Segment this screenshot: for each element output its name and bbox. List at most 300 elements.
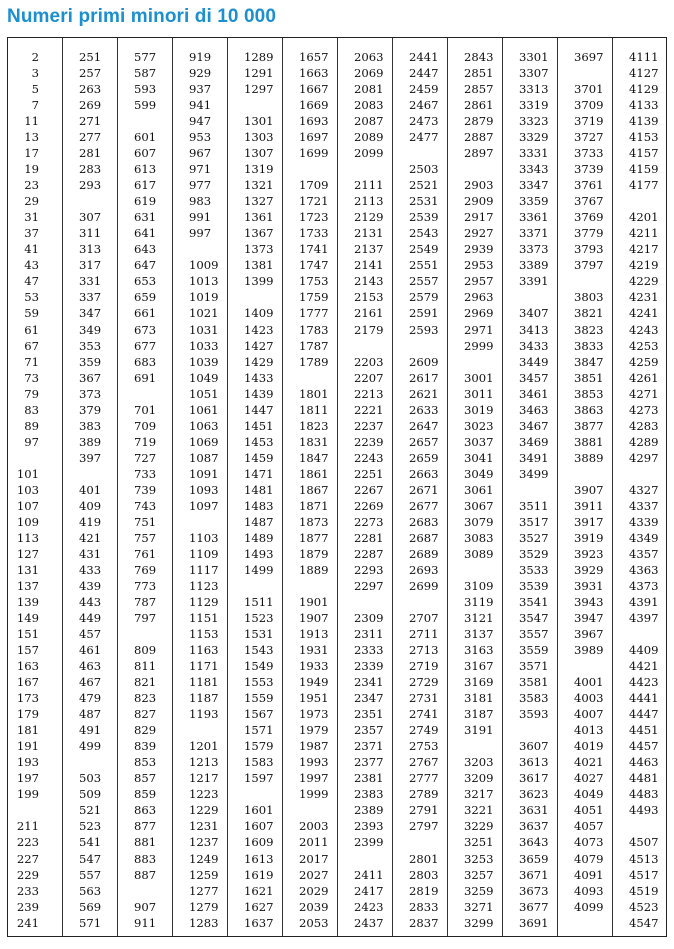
table-cell: 1879 <box>299 546 329 561</box>
table-cell: 3533 <box>519 562 549 577</box>
table-cell: 409 <box>79 498 102 513</box>
table-cell: 1033 <box>189 338 219 353</box>
table-cell: 139 <box>16 595 39 610</box>
table-cell: 2297 <box>354 578 384 593</box>
table-cell <box>8 450 39 466</box>
table-cell: 3331 <box>519 146 549 161</box>
table-cell: 1277 <box>189 883 219 898</box>
table-cell: 3413 <box>519 322 549 337</box>
table-cell: 2531 <box>409 194 439 209</box>
table-cell: 3691 <box>519 915 549 930</box>
table-cell: 3407 <box>519 306 549 321</box>
table-cell: 3529 <box>519 546 549 561</box>
table-cell: 13 <box>24 130 39 145</box>
table-cell: 1951 <box>299 691 329 706</box>
table-cell: 599 <box>134 98 157 113</box>
table-cell: 2111 <box>354 178 384 193</box>
table-cell: 677 <box>134 338 157 353</box>
table-cell: 911 <box>134 915 157 930</box>
table-cell: 1493 <box>244 546 274 561</box>
table-cell: 1487 <box>244 514 274 529</box>
table-cell: 59 <box>24 306 39 321</box>
table-cell: 1201 <box>189 739 219 754</box>
table-cell: 3517 <box>519 514 549 529</box>
table-cell: 883 <box>134 851 157 866</box>
table-cell: 263 <box>79 82 102 97</box>
table-cell: 2633 <box>409 402 439 417</box>
table-cell: 3701 <box>574 82 604 97</box>
table-cell: 2539 <box>409 210 439 225</box>
table-cell: 4507 <box>629 835 659 850</box>
table-cell: 971 <box>189 162 212 177</box>
table-cell: 4157 <box>629 146 659 161</box>
table-cell: 2371 <box>354 739 384 754</box>
table-cell: 83 <box>24 402 39 417</box>
table-cell: 2939 <box>464 242 494 257</box>
table-cell: 4099 <box>574 899 604 914</box>
table-cell: 839 <box>134 739 157 754</box>
table-cell: 2281 <box>354 530 384 545</box>
table-cell <box>354 594 395 610</box>
table-cell: 2591 <box>409 306 439 321</box>
table-cell: 733 <box>134 466 157 481</box>
table-cell: 541 <box>79 835 102 850</box>
table-cell: 4093 <box>574 883 604 898</box>
table-cell: 3943 <box>574 595 604 610</box>
table-cell: 2617 <box>409 370 439 385</box>
table-cell: 1613 <box>244 851 274 866</box>
table-cell: 4241 <box>629 306 659 321</box>
table-cell: 1249 <box>189 851 219 866</box>
table-cell: 4229 <box>629 274 659 289</box>
table-cell: 3083 <box>464 530 494 545</box>
table-cell: 1427 <box>244 338 274 353</box>
table-cell: 197 <box>16 771 39 786</box>
table-cell: 3307 <box>519 66 549 81</box>
table-cell: 1283 <box>189 915 219 930</box>
table-cell <box>354 851 395 867</box>
table-cell: 3359 <box>519 194 549 209</box>
table-cell: 919 <box>189 50 212 64</box>
table-cell: 3659 <box>519 851 549 866</box>
table-cell: 2129 <box>354 210 384 225</box>
table-cell: 2473 <box>409 114 439 129</box>
table-cell: 3229 <box>464 819 494 834</box>
table-cell: 89 <box>24 418 39 433</box>
table-cell: 1109 <box>189 546 219 561</box>
table-cell: 3221 <box>464 803 494 818</box>
table-cell: 653 <box>134 274 157 289</box>
table-cell: 3907 <box>574 482 604 497</box>
table-cell: 3559 <box>519 643 549 658</box>
table-cell: 4297 <box>629 450 659 465</box>
table-cell: 3793 <box>574 242 604 257</box>
table-cell: 389 <box>79 434 102 449</box>
table-cell: 43 <box>24 258 39 273</box>
table-cell: 859 <box>134 787 157 802</box>
table-cell: 3313 <box>519 82 549 97</box>
table-cell: 3709 <box>574 98 604 113</box>
table-cell: 3673 <box>519 883 549 898</box>
table-cell: 3947 <box>574 611 604 626</box>
table-cell: 1093 <box>189 482 219 497</box>
table-cell: 3547 <box>519 611 549 626</box>
table-cell: 2657 <box>409 434 439 449</box>
table-cell: 4231 <box>629 290 659 305</box>
table-cell: 3739 <box>574 162 604 177</box>
table-cell: 1129 <box>189 595 219 610</box>
table-cell: 2861 <box>464 98 494 113</box>
table-cell: 67 <box>24 338 39 353</box>
table-cell: 2179 <box>354 322 384 337</box>
table-cell <box>189 722 231 738</box>
table-cell: 4447 <box>629 707 659 722</box>
table-cell: 2777 <box>409 771 439 786</box>
table-cell: 1103 <box>189 530 219 545</box>
table-cell: 509 <box>79 787 102 802</box>
table-cell: 2791 <box>409 803 439 818</box>
table-cell: 3863 <box>574 402 604 417</box>
table-cell: 2731 <box>409 691 439 706</box>
table-cell: 3923 <box>574 546 604 561</box>
table-cell: 1699 <box>299 146 329 161</box>
table-cell <box>574 915 615 931</box>
table-cell: 3079 <box>464 514 494 529</box>
table-cell: 293 <box>79 178 102 193</box>
table-cell: 811 <box>134 659 157 674</box>
table-cell: 1483 <box>244 498 274 513</box>
table-cell: 4289 <box>629 434 659 449</box>
table-cell: 941 <box>189 98 212 113</box>
table-cell: 1019 <box>189 290 219 305</box>
table-cell <box>629 193 672 209</box>
table-cell: 1571 <box>244 723 274 738</box>
table-cell: 1063 <box>189 418 219 433</box>
table-cell: 947 <box>189 114 212 129</box>
table-cell: 2521 <box>409 178 439 193</box>
table-cell: 2381 <box>354 771 384 786</box>
table-cell: 4129 <box>629 82 659 97</box>
table-cell: 647 <box>134 258 157 273</box>
table-cell <box>189 514 231 530</box>
table-cell: 4457 <box>629 739 659 754</box>
table-cell: 1861 <box>299 466 329 481</box>
table-cell: 691 <box>134 370 157 385</box>
table-cell: 1151 <box>189 611 219 626</box>
table-cell: 2113 <box>354 194 384 209</box>
table-cell: 487 <box>79 707 102 722</box>
table-cell: 797 <box>134 611 157 626</box>
table-cell: 3511 <box>519 498 549 513</box>
table-cell: 1049 <box>189 370 219 385</box>
table-cell <box>519 722 560 738</box>
table-cell: 673 <box>134 322 157 337</box>
table-cell: 2803 <box>409 867 439 882</box>
table-cell: 1721 <box>299 194 329 209</box>
table-cell: 499 <box>79 739 102 754</box>
table-cell: 701 <box>134 402 157 417</box>
table-cell: 2707 <box>409 611 439 626</box>
table-column <box>393 38 448 936</box>
table-cell: 4019 <box>574 739 604 754</box>
table-cell: 2267 <box>354 482 384 497</box>
table-cell: 311 <box>79 226 102 241</box>
table-cell: 19 <box>24 162 39 177</box>
table-column <box>338 38 393 936</box>
table-cell: 97 <box>24 434 39 449</box>
table-cell: 587 <box>134 66 157 81</box>
table-cell: 2713 <box>409 643 439 658</box>
table-cell: 1187 <box>189 691 219 706</box>
table-cell: 4003 <box>574 691 604 706</box>
table-cell: 3271 <box>464 899 494 914</box>
table-cell: 1069 <box>189 434 219 449</box>
table-cell: 281 <box>79 146 102 161</box>
table-cell: 4243 <box>629 322 659 337</box>
table-cell: 193 <box>16 755 39 770</box>
table-cell: 4363 <box>629 562 659 577</box>
table-cell: 3917 <box>574 514 604 529</box>
table-cell: 1723 <box>299 210 329 225</box>
table-cell: 2971 <box>464 322 494 337</box>
table-cell: 4349 <box>629 530 659 545</box>
table-cell: 397 <box>79 450 102 465</box>
table-cell: 1117 <box>189 562 219 577</box>
table-cell: 2207 <box>354 370 384 385</box>
table-cell: 29 <box>24 194 39 209</box>
table-cell: 2213 <box>354 386 384 401</box>
table-cell: 313 <box>79 242 102 257</box>
table-cell: 977 <box>189 178 212 193</box>
table-cell: 4519 <box>629 883 659 898</box>
table-cell: 1801 <box>299 386 329 401</box>
table-cell: 727 <box>134 450 157 465</box>
table-cell: 2663 <box>409 466 439 481</box>
table-cell: 7 <box>31 98 39 113</box>
table-cell: 3637 <box>519 819 549 834</box>
table-cell: 3461 <box>519 386 549 401</box>
table-cell: 3499 <box>519 466 549 481</box>
table-cell: 4421 <box>629 659 659 674</box>
table-cell: 751 <box>134 514 157 529</box>
table-cell: 1301 <box>244 114 274 129</box>
table-cell: 2621 <box>409 386 439 401</box>
table-cell: 1871 <box>299 498 329 513</box>
table-cell: 4423 <box>629 675 659 690</box>
table-cell: 2683 <box>409 514 439 529</box>
table-cell: 1489 <box>244 530 274 545</box>
table-cell: 3391 <box>519 274 549 289</box>
table-cell: 2063 <box>354 50 384 64</box>
table-cell: 3121 <box>464 611 494 626</box>
table-cell: 2957 <box>464 274 494 289</box>
table-cell: 2843 <box>464 50 494 64</box>
table-cell: 569 <box>79 899 102 914</box>
table-cell: 2423 <box>354 899 384 914</box>
table-cell: 307 <box>79 210 102 225</box>
table-cell: 1933 <box>299 659 329 674</box>
table-cell: 1979 <box>299 723 329 738</box>
table-cell: 1013 <box>189 274 219 289</box>
table-cell: 719 <box>134 434 157 449</box>
table-cell: 4013 <box>574 723 604 738</box>
table-cell: 4493 <box>629 803 659 818</box>
table-cell <box>574 658 615 674</box>
table-cell: 659 <box>134 290 157 305</box>
table-cell: 4261 <box>629 370 659 385</box>
table-cell: 1451 <box>244 418 274 433</box>
table-cell: 1543 <box>244 643 274 658</box>
table-cell: 2797 <box>409 819 439 834</box>
table-cell: 1889 <box>299 562 329 577</box>
table-cell: 2389 <box>354 803 384 818</box>
table-cell: 4513 <box>629 851 659 866</box>
table-cell: 593 <box>134 82 157 97</box>
table-cell <box>354 161 395 177</box>
table-cell: 2089 <box>354 130 384 145</box>
table-cell: 2333 <box>354 643 384 658</box>
table-cell: 2467 <box>409 98 439 113</box>
table-cell: 2557 <box>409 274 439 289</box>
table-cell: 2339 <box>354 659 384 674</box>
table-column <box>503 38 558 936</box>
table-column <box>228 38 283 936</box>
table-cell: 3677 <box>519 899 549 914</box>
table-cell: 1709 <box>299 178 329 193</box>
table-cell: 1831 <box>299 434 329 449</box>
table-cell: 1399 <box>244 274 274 289</box>
table-cell <box>409 338 450 354</box>
table-cell: 79 <box>24 386 39 401</box>
table-cell: 739 <box>134 482 157 497</box>
table-cell <box>299 370 340 386</box>
table-cell: 2003 <box>299 819 329 834</box>
table-cell: 1997 <box>299 771 329 786</box>
table-cell: 2143 <box>354 274 384 289</box>
table-cell: 2161 <box>354 306 384 321</box>
table-column <box>63 38 118 936</box>
table-cell: 563 <box>79 883 102 898</box>
table-cell: 419 <box>79 514 102 529</box>
table-cell: 47 <box>24 274 39 289</box>
table-cell: 1789 <box>299 354 329 369</box>
table-cell: 3583 <box>519 691 549 706</box>
table-cell: 2459 <box>409 82 439 97</box>
table-cell <box>134 386 176 402</box>
table-cell: 809 <box>134 643 157 658</box>
table-cell: 823 <box>134 691 157 706</box>
table-cell: 1381 <box>244 258 274 273</box>
table-cell: 1021 <box>189 306 219 321</box>
table-cell: 4127 <box>629 66 659 81</box>
table-cell: 2693 <box>409 562 439 577</box>
table-cell: 151 <box>16 627 39 642</box>
table-cell: 3631 <box>519 803 549 818</box>
table-cell: 1523 <box>244 611 274 626</box>
table-cell: 421 <box>79 530 102 545</box>
table-cell: 3203 <box>464 755 494 770</box>
table-cell: 1747 <box>299 258 329 273</box>
table-cell: 1609 <box>244 835 274 850</box>
table-cell: 2053 <box>299 915 329 930</box>
table-cell <box>409 145 450 161</box>
table-cell: 617 <box>134 178 157 193</box>
table-cell: 3449 <box>519 354 549 369</box>
table-cell: 3167 <box>464 659 494 674</box>
table-cell: 643 <box>134 242 157 257</box>
table-cell: 1753 <box>299 274 329 289</box>
table-cell: 2221 <box>354 402 384 417</box>
table-cell: 3803 <box>574 290 604 305</box>
table-cell: 577 <box>134 50 157 64</box>
table-cell: 3613 <box>519 755 549 770</box>
table-cell: 113 <box>16 530 39 545</box>
table-cell: 1409 <box>244 306 274 321</box>
table-cell: 2287 <box>354 546 384 561</box>
table-cell: 3329 <box>519 130 549 145</box>
table-cell: 3361 <box>519 210 549 225</box>
table-cell <box>629 626 672 642</box>
table-cell <box>519 482 560 498</box>
table-cell: 631 <box>134 210 157 225</box>
table-cell <box>464 562 505 578</box>
table-cell: 3889 <box>574 450 604 465</box>
table-cell: 1553 <box>244 675 274 690</box>
table-cell <box>244 289 286 305</box>
table-cell <box>8 802 39 818</box>
table-cell: 1901 <box>299 595 329 610</box>
table-cell: 3727 <box>574 130 604 145</box>
table-cell: 4079 <box>574 851 604 866</box>
table-cell: 4481 <box>629 771 659 786</box>
table-cell: 4327 <box>629 482 659 497</box>
table-cell: 997 <box>189 226 212 241</box>
table-cell: 2579 <box>409 290 439 305</box>
table-cell: 4463 <box>629 755 659 770</box>
table-cell: 4259 <box>629 354 659 369</box>
table-cell: 137 <box>16 578 39 593</box>
table-cell: 5 <box>31 82 39 97</box>
table-cell: 2887 <box>464 130 494 145</box>
table-cell: 1217 <box>189 771 219 786</box>
table-cell: 3581 <box>519 675 549 690</box>
table-cell: 761 <box>134 546 157 561</box>
table-cell: 2437 <box>354 915 384 930</box>
table-cell: 3019 <box>464 402 494 417</box>
table-cell: 353 <box>79 338 102 353</box>
table-cell: 787 <box>134 595 157 610</box>
table-cell: 3373 <box>519 242 549 257</box>
table-cell: 1097 <box>189 498 219 513</box>
table-cell: 863 <box>134 803 157 818</box>
table-cell: 179 <box>16 707 39 722</box>
table-cell: 3851 <box>574 370 604 385</box>
table-cell: 4049 <box>574 787 604 802</box>
table-cell: 2131 <box>354 226 384 241</box>
table-cell: 373 <box>79 386 102 401</box>
table-cell <box>629 818 672 834</box>
table-cell: 4133 <box>629 98 659 113</box>
table-cell: 1741 <box>299 242 329 257</box>
table-cell: 1181 <box>189 675 219 690</box>
table-cell: 2767 <box>409 755 439 770</box>
table-cell: 3527 <box>519 530 549 545</box>
table-cell: 11 <box>24 114 39 129</box>
table-cell: 1907 <box>299 611 329 626</box>
table-cell: 4391 <box>629 595 659 610</box>
table-cell: 521 <box>79 803 102 818</box>
table-cell: 1171 <box>189 659 219 674</box>
